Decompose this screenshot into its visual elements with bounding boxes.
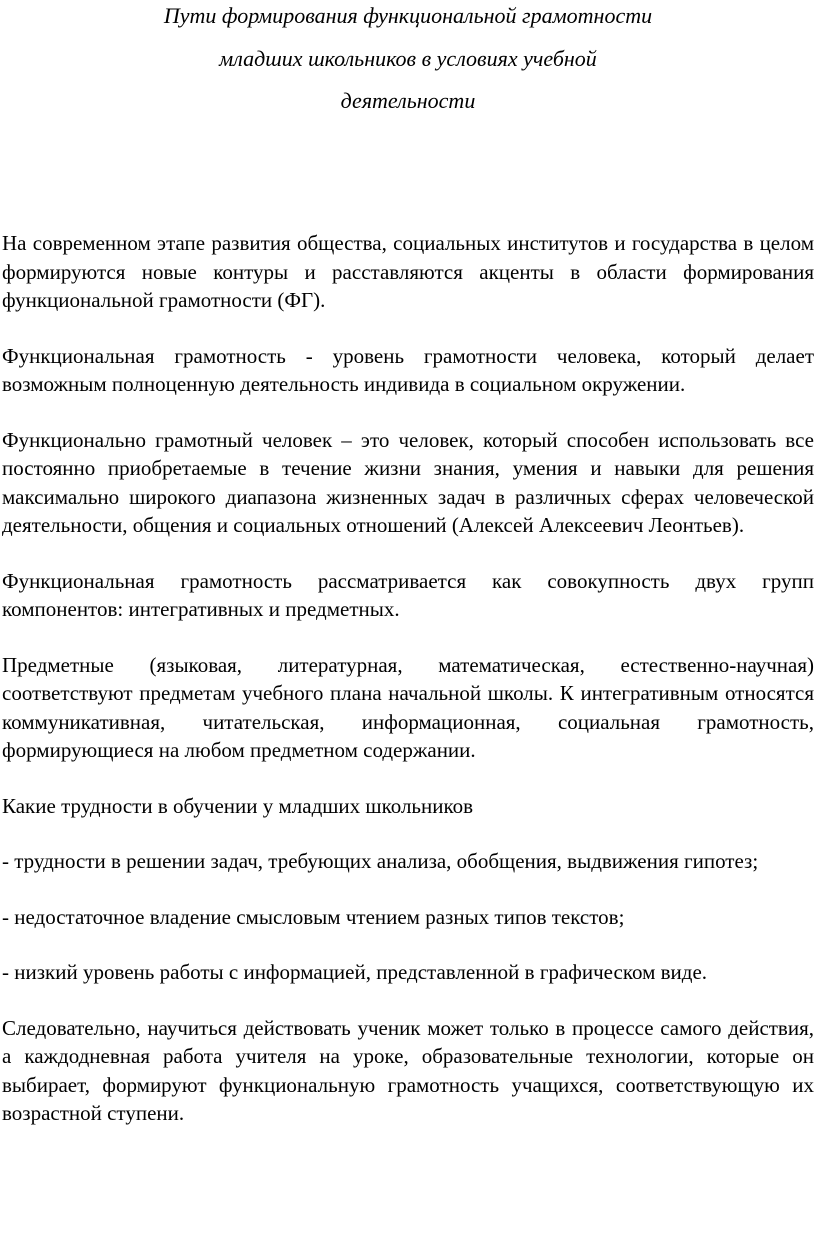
list-item-difficulty-1: - трудности в решении задач, требующих анализа, обобщения, выдвижения гипотез; <box>2 849 759 873</box>
document-body <box>2 229 814 1155</box>
paragraph-difficulties-heading: Какие трудности в обучении у младших школьников <box>2 793 474 818</box>
paragraph-components: Функциональная грамотность рассматривается как совокупность двух групп компонентов: интегративных и предметных. <box>2 568 814 621</box>
paragraph-subject-components: Предметные (языковая, литературная, математическая, естественно-научная) соответствуют предметам учебного плана начальной школы. К интегративным относятся коммуникативная, читательская, информационная, социальная грамотность, формирующиеся на любом предметном содержании. <box>2 652 814 762</box>
paragraph-intro: На современном этапе развития общества, социальных институтов и государства в целом формируются новые контуры и расставляются акценты в области формирования функциональной грамотности (ФГ). <box>2 231 814 312</box>
document-title-line-1: Пути формирования функциональной грамотности <box>163 3 653 28</box>
paragraph-literate-person: Функционально грамотный человек – это человек, который способен использовать все постоянно приобретаемые в течение жизни знания, умения и навыки для решения максимально широкого диапазона жизненных задач в различных сферах человеческой деятельности, общения и социальных отношений (Алексей Алексеевич Леонтьев). <box>2 427 814 537</box>
list-item-difficulty-2: - недостаточное владение смысловым чтением разных типов текстов; <box>2 904 625 929</box>
paragraph-definition: Функциональная грамотность - уровень грамотности человека, который делает возможным полноценную деятельность индивида в социальном окружении. <box>2 343 814 396</box>
list-item-difficulty-3: - низкий уровень работы с информацией, представленной в графическом виде. <box>2 960 708 984</box>
document-title-line-2: младших школьников в условиях учебной <box>219 46 597 71</box>
paragraph-conclusion: Следовательно, научиться действовать ученик может только в процессе самого действия, а каждодневная работа учителя на уроке, образовательные технологии, которые он выбирает, формируют функциональную грамотность учащихся, соответствующую их возрастной ступени. <box>2 1015 814 1125</box>
document-title-line-3: деятельности <box>340 88 476 113</box>
